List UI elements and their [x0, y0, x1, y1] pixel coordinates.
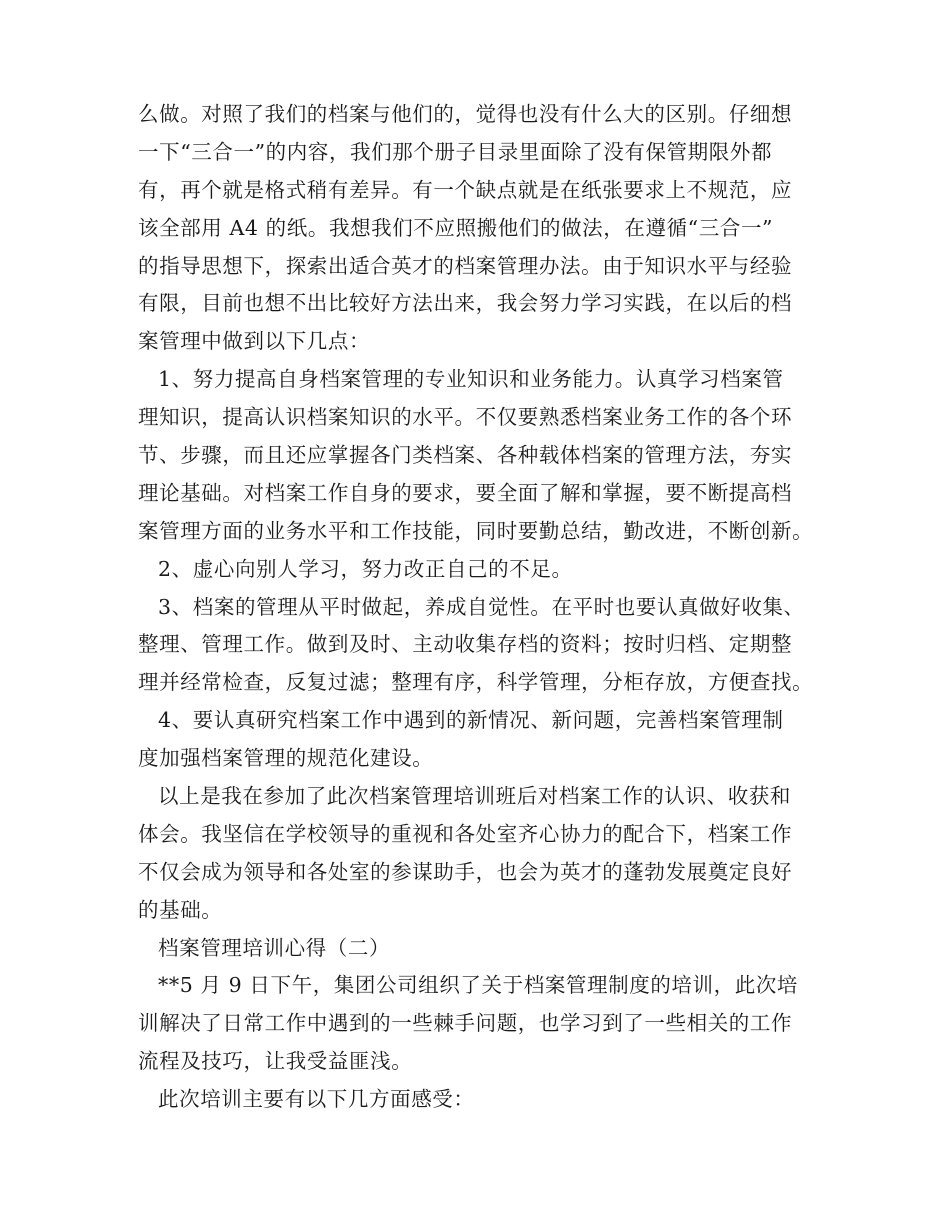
- text-line: 体会。我坚信在学校领导的重视和各处室齐心协力的配合下，档案工作: [138, 821, 793, 846]
- text-line: 案管理中做到以下几点：: [138, 329, 371, 354]
- text-line: 2、虚心向别人学习，努力改正自己的不足。: [158, 556, 573, 581]
- text-line: 此次培训主要有以下几方面感受：: [158, 1087, 475, 1112]
- text-line: **5 月 9 日下午，集团公司组织了关于档案管理制度的培训，此次培: [158, 973, 799, 998]
- text-line: 整理、管理工作。做到及时、主动收集存档的资料；按时归档、定期整: [138, 632, 793, 657]
- text-line: 案管理方面的业务水平和工作技能，同时要勤总结，勤改进，不断创新。: [138, 518, 814, 543]
- text-line: 档案管理培训心得（二）: [158, 935, 391, 960]
- document-page: [138, 96, 814, 1119]
- text-line: 理知识，提高认识档案知识的水平。不仅要熟悉档案业务工作的各个环: [138, 405, 793, 430]
- text-line: 1、努力提高自身档案管理的专业知识和业务能力。认真学习档案管: [158, 367, 784, 392]
- text-line: 的基础。: [138, 897, 223, 922]
- document-body: [138, 96, 814, 1119]
- text-line: 理论基础。对档案工作自身的要求，要全面了解和掌握，要不断提高档: [138, 480, 793, 505]
- text-line: 一下“三合一”的内容，我们那个册子目录里面除了没有保管期限外都: [138, 139, 773, 164]
- text-line: 训解决了日常工作中遇到的一些棘手问题，也学习到了一些相关的工作: [138, 1011, 793, 1036]
- text-line: 度加强档案管理的规范化建设。: [138, 746, 434, 771]
- text-line: 该全部用 A4 的纸。我想我们不应照搬他们的做法，在遵循“三合一”: [138, 215, 774, 240]
- text-line: 的指导思想下，探索出适合英才的档案管理办法。由于知识水平与经验: [138, 253, 793, 278]
- text-line: 有限，目前也想不出比较好方法出来，我会努力学习实践，在以后的档: [138, 291, 793, 316]
- text-line: 以上是我在参加了此次档案管理培训班后对档案工作的认识、收获和: [158, 784, 791, 809]
- text-line: 4、要认真研究档案工作中遇到的新情况、新问题，完善档案管理制: [158, 708, 784, 733]
- text-line: 不仅会成为领导和各处室的参谋助手，也会为英才的蓬勃发展奠定良好: [138, 859, 793, 884]
- text-line: 有，再个就是格式稍有差异。有一个缺点就是在纸张要求上不规范，应: [138, 177, 793, 202]
- text-line: 理并经常检查，反复过滤；整理有序，科学管理，分柜存放，方便查找。: [138, 670, 814, 695]
- text-line: 流程及技巧，让我受益匪浅。: [138, 1049, 413, 1074]
- text-line: 么做。对照了我们的档案与他们的，觉得也没有什么大的区别。仔细想: [138, 102, 793, 126]
- text-line: 3、档案的管理从平时做起，养成自觉性。在平时也要认真做好收集、: [158, 594, 805, 619]
- text-line: 节、步骤，而且还应掌握各门类档案、各种载体档案的管理方法，夯实: [138, 443, 793, 468]
